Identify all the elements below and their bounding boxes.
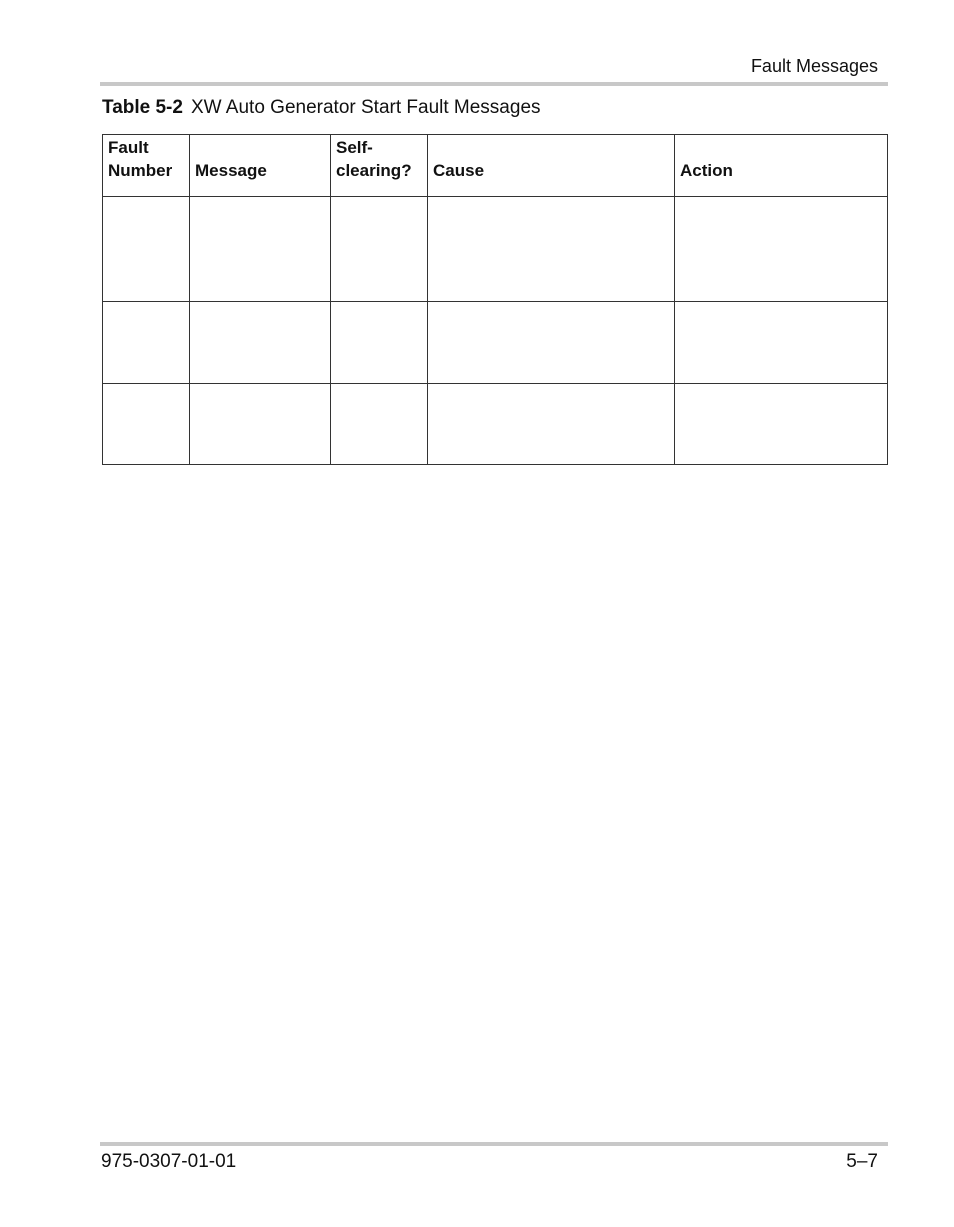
table-cell-self-clearing bbox=[331, 302, 428, 384]
header-action: Action bbox=[675, 135, 888, 197]
header-self-clearing-line2: clearing? bbox=[336, 161, 412, 180]
table-row bbox=[103, 197, 888, 302]
running-header-title: Fault Messages bbox=[750, 56, 878, 76]
table-cell-message bbox=[190, 197, 331, 302]
table-row bbox=[103, 302, 888, 384]
table-cell-fault-number bbox=[103, 197, 190, 302]
header-message: Message bbox=[190, 135, 331, 197]
table-cell-cause bbox=[428, 384, 675, 465]
header-fault-number-line2: Number bbox=[108, 161, 173, 180]
header-cause: Cause bbox=[428, 135, 675, 197]
header-self-clearing bbox=[331, 135, 428, 197]
table-cell-action bbox=[675, 197, 888, 302]
table-cell-cause bbox=[428, 197, 675, 302]
table-header-row bbox=[103, 135, 888, 197]
table-row bbox=[103, 384, 888, 465]
table-cell-self-clearing bbox=[331, 197, 428, 302]
header-fault-number bbox=[103, 135, 190, 197]
table-caption bbox=[102, 96, 541, 120]
table-cell-action bbox=[675, 384, 888, 465]
table-cell-self-clearing bbox=[331, 384, 428, 465]
table-cell-action bbox=[675, 302, 888, 384]
table-cell-fault-number bbox=[103, 384, 190, 465]
footer-rule bbox=[100, 1142, 888, 1146]
table-cell-cause bbox=[428, 302, 675, 384]
fault-messages-table bbox=[102, 134, 888, 465]
table-cell-fault-number bbox=[103, 302, 190, 384]
footer-page-number: 5–7 bbox=[846, 1151, 878, 1172]
header-self-clearing-line1: Self- bbox=[336, 138, 373, 157]
table-cell-message bbox=[190, 302, 331, 384]
header-rule bbox=[100, 82, 888, 86]
table-cell-message bbox=[190, 384, 331, 465]
table-caption-title: XW Auto Generator Start Fault Messages bbox=[190, 97, 541, 118]
header-fault-number-line1: Fault bbox=[108, 138, 149, 157]
footer-document-number: 975-0307-01-01 bbox=[101, 1151, 237, 1172]
table-caption-number: Table 5-2 bbox=[102, 97, 183, 118]
